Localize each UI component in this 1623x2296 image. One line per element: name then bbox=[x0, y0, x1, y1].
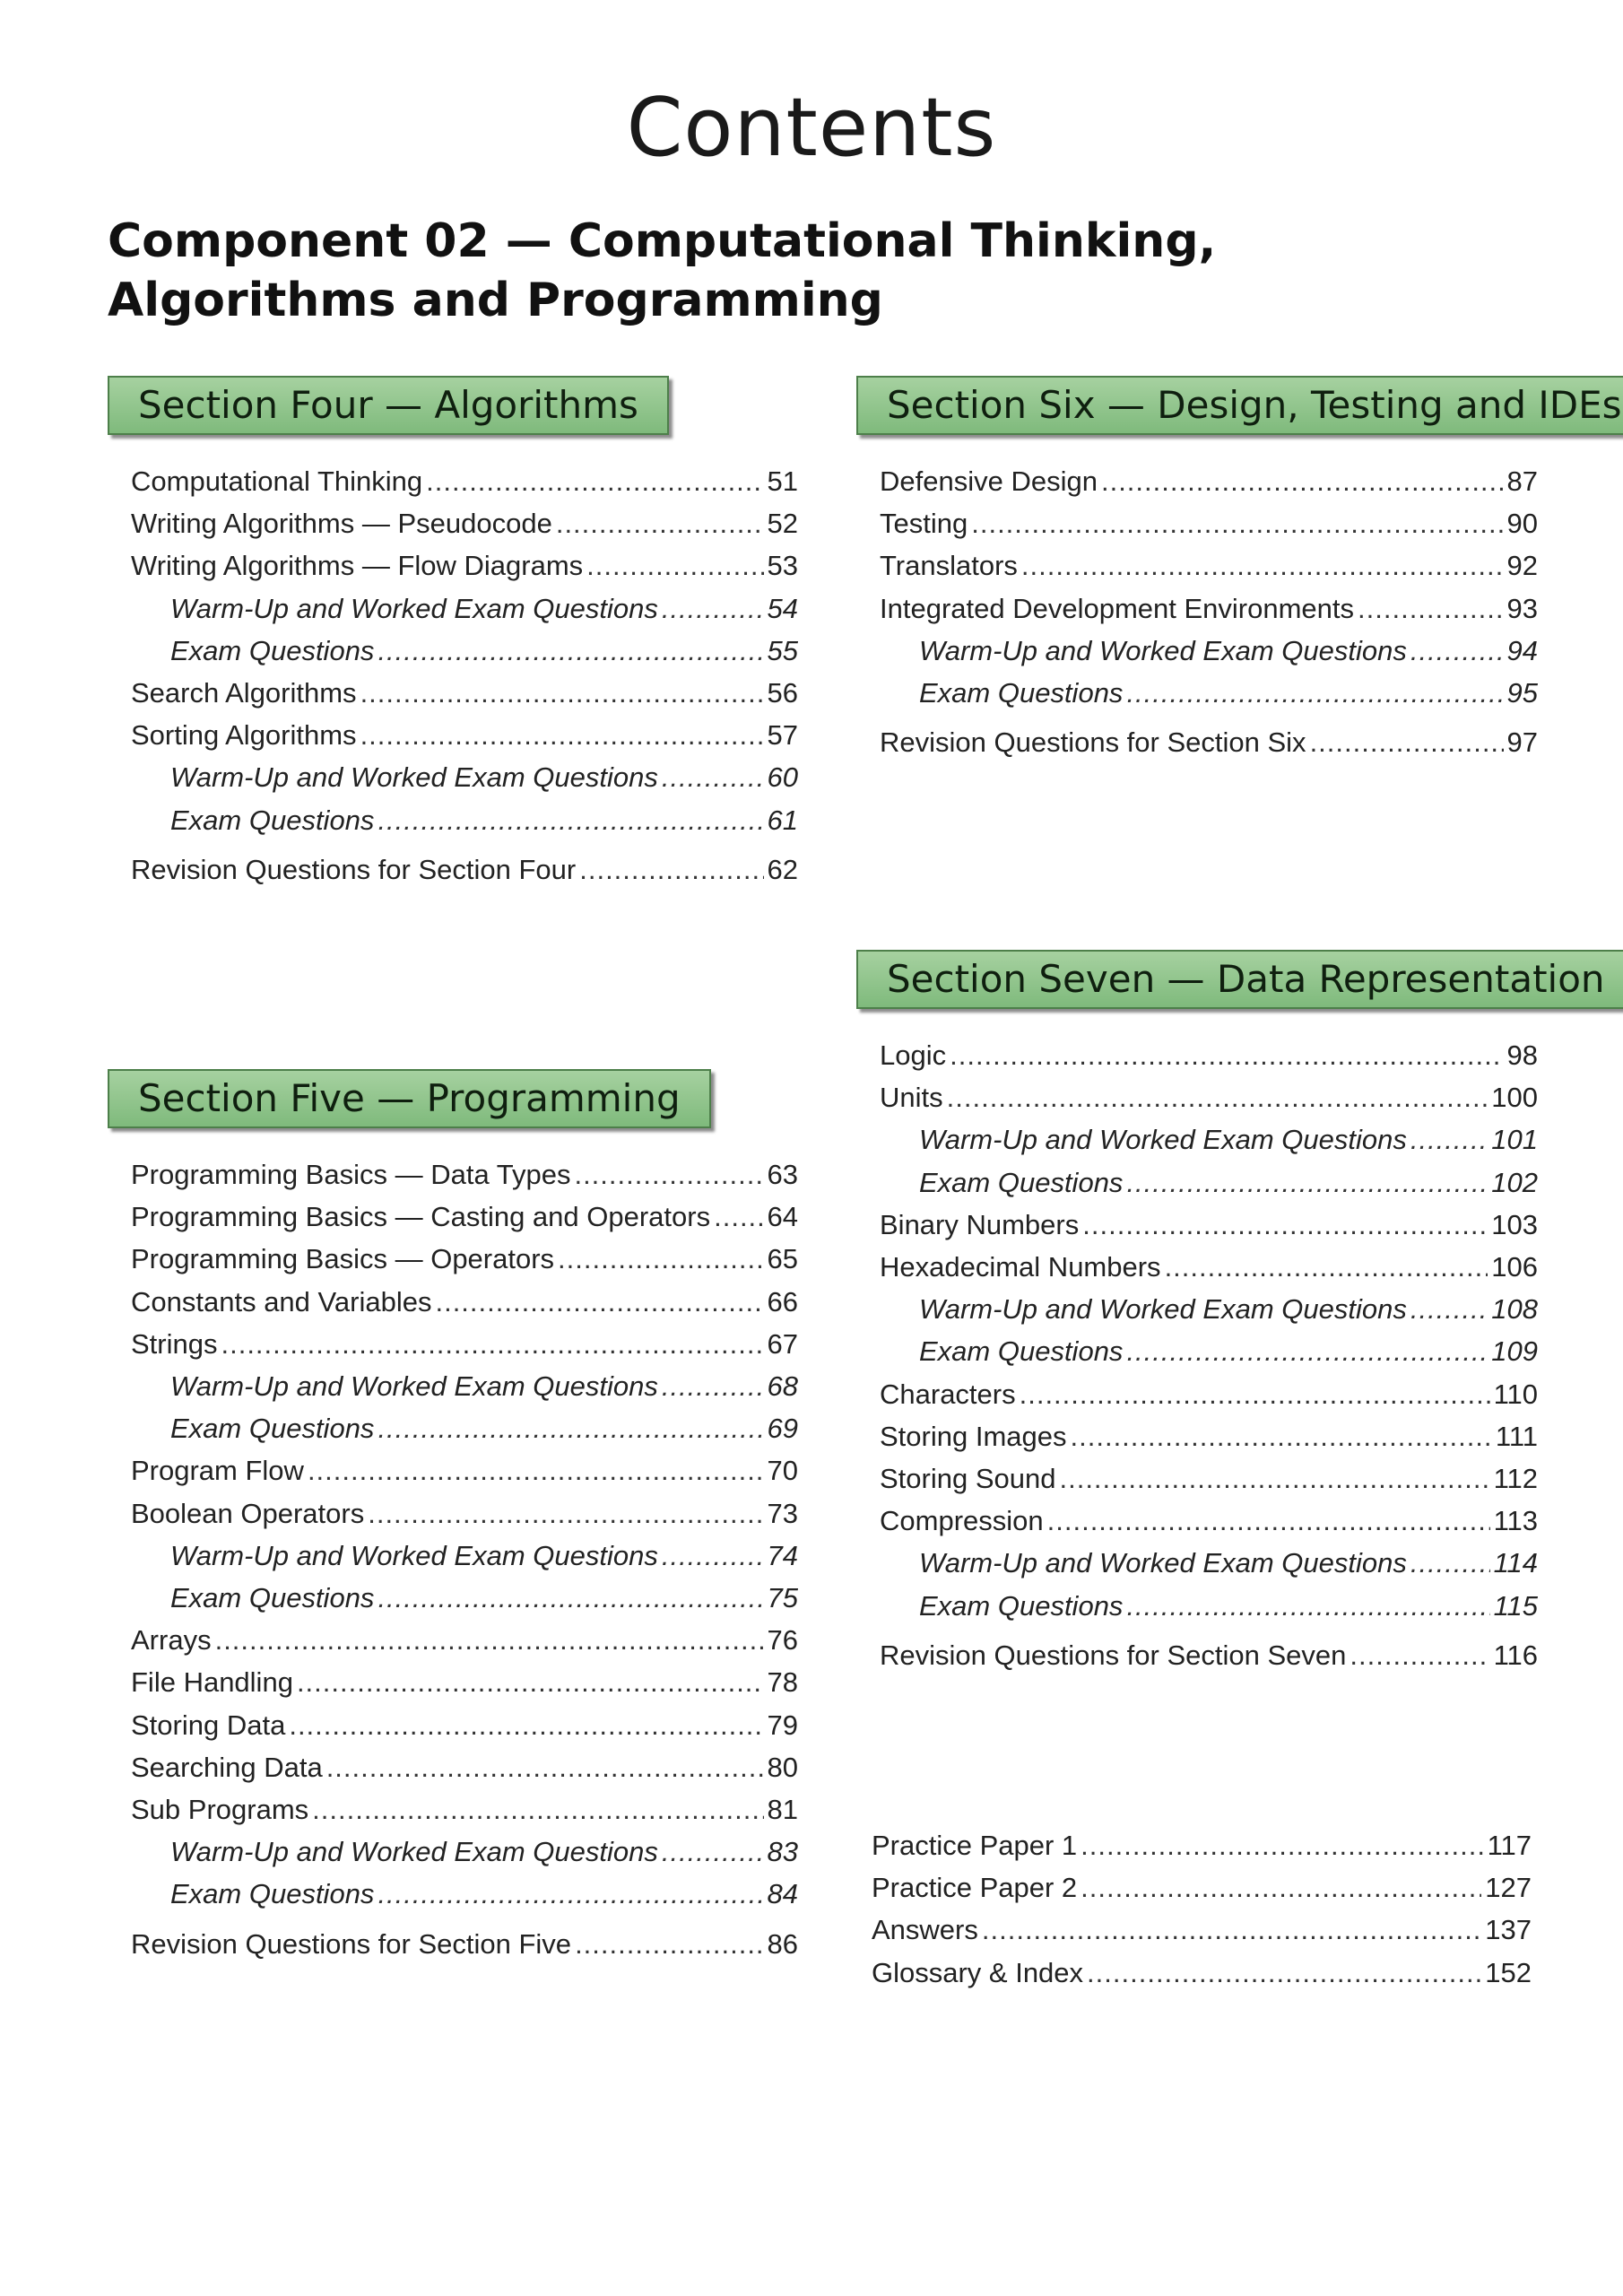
toc-entry-page: 117 bbox=[1487, 1830, 1532, 1861]
toc-entry-page: 110 bbox=[1493, 1378, 1538, 1410]
toc-entry-revision[interactable] bbox=[856, 1634, 1538, 1676]
toc-entry-label: Warm-Up and Worked Exam Questions bbox=[919, 634, 1407, 666]
toc-entry[interactable] bbox=[852, 1824, 1532, 1866]
section-six-header: Section Six — Design, Testing and IDEs bbox=[856, 376, 1623, 435]
toc-entry-page: 84 bbox=[767, 1878, 798, 1910]
toc-entry-label: Glossary & Index bbox=[872, 1956, 1084, 1988]
toc-subentry[interactable] bbox=[108, 587, 798, 630]
toc-entry-page: 98 bbox=[1506, 1039, 1538, 1071]
toc-entry-page: 101 bbox=[1491, 1124, 1538, 1156]
toc-entry-page: 115 bbox=[1493, 1589, 1538, 1622]
toc-entry-label: Practice Paper 1 bbox=[872, 1830, 1078, 1861]
toc-entry-page: 127 bbox=[1485, 1872, 1532, 1904]
toc-subentry[interactable] bbox=[108, 1535, 798, 1577]
toc-entry[interactable] bbox=[856, 1415, 1538, 1457]
toc-entry-label: Units bbox=[880, 1082, 943, 1114]
toc-entry-page: 109 bbox=[1491, 1335, 1538, 1368]
section-seven-entries bbox=[856, 1034, 1538, 1676]
toc-subentry[interactable] bbox=[856, 630, 1538, 672]
toc-entry-page: 114 bbox=[1493, 1547, 1538, 1579]
toc-entry-page: 56 bbox=[767, 677, 798, 709]
toc-entry-label: Exam Questions bbox=[919, 1335, 1124, 1368]
toc-entry-page: 78 bbox=[767, 1666, 798, 1699]
toc-entry[interactable] bbox=[856, 1373, 1538, 1415]
toc-entry-page: 95 bbox=[1506, 677, 1538, 709]
toc-entry-label: Computational Thinking bbox=[131, 465, 423, 497]
toc-entry[interactable] bbox=[108, 1196, 798, 1238]
dot-leader bbox=[556, 502, 764, 544]
toc-entry[interactable] bbox=[856, 460, 1538, 502]
toc-entry[interactable] bbox=[108, 714, 798, 756]
toc-entry-page: 90 bbox=[1506, 508, 1538, 540]
dot-leader bbox=[1059, 1457, 1489, 1500]
toc-entry-page: 112 bbox=[1493, 1463, 1538, 1495]
dot-leader bbox=[575, 1923, 763, 1965]
dot-leader bbox=[714, 1196, 763, 1238]
dot-leader bbox=[378, 799, 763, 841]
dot-leader bbox=[426, 460, 763, 502]
dot-leader bbox=[1165, 1246, 1488, 1288]
toc-entry-page: 137 bbox=[1485, 1914, 1532, 1946]
toc-entry[interactable] bbox=[108, 502, 798, 544]
dot-leader bbox=[297, 1661, 764, 1703]
toc-entry[interactable] bbox=[856, 587, 1538, 630]
section-four-entries bbox=[108, 460, 798, 891]
toc-subentry[interactable] bbox=[108, 1577, 798, 1619]
toc-entry-label: Arrays bbox=[131, 1624, 212, 1657]
toc-entry-label: Exam Questions bbox=[919, 1166, 1124, 1198]
toc-entry-label: Defensive Design bbox=[880, 465, 1098, 497]
dot-leader bbox=[378, 1407, 763, 1449]
dot-leader bbox=[308, 1449, 764, 1492]
toc-entry-label: Storing Data bbox=[131, 1709, 286, 1741]
toc-entry-label: Writing Algorithms — Pseudocode bbox=[131, 508, 552, 540]
toc-entry-label: Warm-Up and Worked Exam Questions bbox=[919, 1124, 1407, 1156]
dot-leader bbox=[1126, 1161, 1488, 1204]
dot-leader bbox=[1126, 672, 1503, 714]
dot-leader bbox=[1126, 1330, 1488, 1372]
toc-entry-label: Sub Programs bbox=[131, 1794, 309, 1826]
toc-entry-revision[interactable] bbox=[856, 721, 1538, 763]
toc-entry-label: Programming Basics — Data Types bbox=[131, 1159, 571, 1190]
section-four bbox=[108, 376, 798, 891]
toc-entry-label: Programming Basics — Casting and Operators bbox=[131, 1201, 711, 1233]
toc-subentry[interactable] bbox=[108, 1873, 798, 1915]
toc-entry-page: 55 bbox=[767, 634, 798, 666]
toc-entry-revision[interactable] bbox=[108, 848, 798, 891]
toc-entry-page: 74 bbox=[767, 1539, 798, 1571]
toc-entry-label: Testing bbox=[880, 508, 968, 540]
section-seven bbox=[856, 950, 1605, 1676]
toc-entry[interactable] bbox=[108, 1153, 798, 1196]
toc-subentry[interactable] bbox=[856, 1585, 1538, 1627]
toc-entry-label: Exam Questions bbox=[170, 1582, 375, 1614]
dot-leader bbox=[1410, 630, 1504, 672]
toc-entry-label: Warm-Up and Worked Exam Questions bbox=[170, 761, 658, 794]
toc-entry-label: Programming Basics — Operators bbox=[131, 1243, 555, 1275]
dot-leader bbox=[360, 714, 764, 756]
dot-leader bbox=[1350, 1634, 1489, 1676]
dot-leader bbox=[360, 672, 764, 714]
dot-leader bbox=[579, 848, 763, 891]
toc-entry-label: Practice Paper 2 bbox=[872, 1872, 1078, 1904]
dot-leader bbox=[1081, 1824, 1483, 1866]
toc-entry-page: 61 bbox=[767, 804, 798, 836]
toc-entry-label: Hexadecimal Numbers bbox=[880, 1251, 1161, 1283]
toc-entry-page: 102 bbox=[1491, 1166, 1538, 1198]
toc-entry-page: 51 bbox=[767, 465, 798, 497]
dot-leader bbox=[662, 1831, 764, 1873]
toc-entry[interactable] bbox=[108, 460, 798, 502]
toc-subentry[interactable] bbox=[856, 1161, 1538, 1204]
toc-entry-label: Answers bbox=[872, 1914, 978, 1946]
toc-entry-label: Storing Images bbox=[880, 1420, 1067, 1452]
toc-entry[interactable] bbox=[108, 1281, 798, 1323]
toc-entry-label: File Handling bbox=[131, 1666, 293, 1699]
dot-leader bbox=[1021, 544, 1504, 587]
toc-entry-label: Exam Questions bbox=[170, 1878, 375, 1910]
toc-entry-page: 94 bbox=[1506, 634, 1538, 666]
toc-entry[interactable] bbox=[108, 1619, 798, 1661]
toc-entry-page: 97 bbox=[1506, 726, 1538, 759]
dot-leader bbox=[947, 1076, 1488, 1118]
toc-entry[interactable] bbox=[108, 544, 798, 587]
toc-entry-page: 73 bbox=[767, 1497, 798, 1529]
toc-entry-page: 66 bbox=[767, 1285, 798, 1318]
toc-entry-page: 70 bbox=[767, 1455, 798, 1487]
toc-entry-page: 69 bbox=[767, 1413, 798, 1445]
toc-entry-label: Exam Questions bbox=[919, 1589, 1124, 1622]
dot-leader bbox=[1071, 1415, 1492, 1457]
toc-entry-label: Searching Data bbox=[131, 1751, 323, 1783]
dot-leader bbox=[312, 1788, 763, 1831]
toc-entry-page: 79 bbox=[767, 1709, 798, 1741]
dot-leader bbox=[378, 630, 763, 672]
toc-subentry[interactable] bbox=[856, 1288, 1538, 1330]
toc-entry[interactable] bbox=[852, 1866, 1532, 1909]
toc-entry-label: Warm-Up and Worked Exam Questions bbox=[170, 1836, 658, 1868]
toc-entry[interactable] bbox=[852, 1909, 1532, 1951]
toc-entry-label: Revision Questions for Section Seven bbox=[880, 1639, 1347, 1671]
toc-entry-label: Translators bbox=[880, 550, 1018, 582]
toc-entry-page: 54 bbox=[767, 592, 798, 624]
toc-entry-page: 76 bbox=[767, 1624, 798, 1657]
toc-entry-page: 87 bbox=[1506, 465, 1538, 497]
toc-entry[interactable] bbox=[108, 1788, 798, 1831]
toc-entry-label: Revision Questions for Section Five bbox=[131, 1927, 572, 1960]
toc-subentry[interactable] bbox=[856, 1118, 1538, 1161]
toc-entry-label: Boolean Operators bbox=[131, 1497, 365, 1529]
toc-entry-page: 63 bbox=[767, 1159, 798, 1190]
toc-entry-page: 93 bbox=[1506, 592, 1538, 624]
dot-leader bbox=[558, 1238, 763, 1280]
section-six-entries bbox=[856, 460, 1538, 763]
section-seven-header: Section Seven — Data Representation bbox=[856, 950, 1623, 1009]
section-five-entries bbox=[108, 1153, 798, 1965]
dot-leader bbox=[378, 1873, 763, 1915]
section-four-header: Section Four — Algorithms bbox=[108, 376, 669, 435]
dot-leader bbox=[1358, 587, 1504, 630]
toc-entry-page: 75 bbox=[767, 1582, 798, 1614]
toc-entry-page: 60 bbox=[767, 761, 798, 794]
toc-entry-page: 53 bbox=[767, 550, 798, 582]
dot-leader bbox=[221, 1323, 763, 1365]
section-six bbox=[856, 376, 1622, 763]
toc-entry[interactable] bbox=[108, 672, 798, 714]
dot-leader bbox=[1020, 1373, 1490, 1415]
toc-entry-label: Search Algorithms bbox=[131, 677, 357, 709]
toc-entry[interactable] bbox=[856, 1246, 1538, 1288]
page-title: Contents bbox=[626, 81, 997, 175]
toc-entry[interactable] bbox=[856, 544, 1538, 587]
toc-entry-label: Warm-Up and Worked Exam Questions bbox=[919, 1547, 1407, 1579]
toc-entry-page: 111 bbox=[1495, 1420, 1538, 1452]
toc-entry[interactable] bbox=[856, 1457, 1538, 1500]
toc-entry-page: 64 bbox=[767, 1201, 798, 1233]
toc-entry-page: 62 bbox=[767, 853, 798, 885]
toc-entry-label: Binary Numbers bbox=[880, 1208, 1080, 1240]
component-title bbox=[108, 212, 1216, 330]
toc-entry-page: 113 bbox=[1493, 1505, 1538, 1537]
toc-entry-page: 65 bbox=[767, 1243, 798, 1275]
dot-leader bbox=[378, 1577, 763, 1619]
toc-entry-page: 152 bbox=[1485, 1956, 1532, 1988]
toc-entry-label: Compression bbox=[880, 1505, 1044, 1537]
toc-entry[interactable] bbox=[108, 1238, 798, 1280]
toc-subentry[interactable] bbox=[108, 1365, 798, 1407]
toc-entry-page: 86 bbox=[767, 1927, 798, 1960]
toc-entry-label: Warm-Up and Worked Exam Questions bbox=[170, 1539, 658, 1571]
dot-leader bbox=[662, 1365, 764, 1407]
toc-entry[interactable] bbox=[856, 1204, 1538, 1246]
toc-entry-label: Exam Questions bbox=[170, 634, 375, 666]
dot-leader bbox=[662, 587, 764, 630]
toc-entry[interactable] bbox=[856, 1500, 1538, 1542]
toc-entry-page: 92 bbox=[1506, 550, 1538, 582]
dot-leader bbox=[1310, 721, 1504, 763]
toc-entry-page: 57 bbox=[767, 719, 798, 752]
toc-entry[interactable] bbox=[108, 1746, 798, 1788]
toc-entry-label: Program Flow bbox=[131, 1455, 304, 1487]
toc-entry[interactable] bbox=[108, 1449, 798, 1492]
toc-entry[interactable] bbox=[852, 1952, 1532, 1994]
toc-entry-page: 68 bbox=[767, 1370, 798, 1403]
toc-entry-page: 108 bbox=[1491, 1293, 1538, 1326]
toc-entry[interactable] bbox=[108, 1704, 798, 1746]
toc-entry-page: 67 bbox=[767, 1327, 798, 1360]
toc-entry-page: 81 bbox=[767, 1794, 798, 1826]
toc-entry-label: Revision Questions for Section Four bbox=[131, 853, 577, 885]
dot-leader bbox=[950, 1034, 1503, 1076]
toc-entry-label: Characters bbox=[880, 1378, 1016, 1410]
dot-leader bbox=[1047, 1500, 1490, 1542]
toc-entry[interactable] bbox=[108, 1323, 798, 1365]
toc-entry-label: Writing Algorithms — Flow Diagrams bbox=[131, 550, 584, 582]
toc-subentry[interactable] bbox=[108, 1831, 798, 1873]
toc-subentry[interactable] bbox=[856, 672, 1538, 714]
dot-leader bbox=[289, 1704, 763, 1746]
toc-entry-page: 80 bbox=[767, 1751, 798, 1783]
section-five-header: Section Five — Programming bbox=[108, 1069, 711, 1128]
toc-entry-label: Logic bbox=[880, 1039, 947, 1071]
toc-subentry[interactable] bbox=[856, 1542, 1538, 1584]
toc-entry-page: 100 bbox=[1491, 1082, 1538, 1114]
dot-leader bbox=[326, 1746, 764, 1788]
component-title-line-2: Algorithms and Programming bbox=[108, 274, 883, 327]
toc-entry-revision[interactable] bbox=[108, 1923, 798, 1965]
toc-entry-label: Warm-Up and Worked Exam Questions bbox=[919, 1293, 1407, 1326]
dot-leader bbox=[1081, 1866, 1481, 1909]
dot-leader bbox=[586, 544, 763, 587]
back-matter-entries bbox=[852, 1824, 1532, 1994]
toc-subentry[interactable] bbox=[856, 1330, 1538, 1372]
toc-entry-label: Sorting Algorithms bbox=[131, 719, 357, 752]
toc-entry-page: 52 bbox=[767, 508, 798, 540]
dot-leader bbox=[1410, 1542, 1490, 1584]
dot-leader bbox=[435, 1281, 763, 1323]
toc-subentry[interactable] bbox=[108, 630, 798, 672]
toc-entry[interactable] bbox=[108, 1661, 798, 1703]
dot-leader bbox=[1082, 1204, 1488, 1246]
toc-entry-label: Storing Sound bbox=[880, 1463, 1056, 1495]
dot-leader bbox=[1087, 1952, 1481, 1994]
toc-entry-page: 116 bbox=[1493, 1639, 1538, 1671]
toc-entry-label: Exam Questions bbox=[170, 804, 375, 836]
dot-leader bbox=[1126, 1585, 1489, 1627]
toc-subentry[interactable] bbox=[108, 799, 798, 841]
toc-entry-label: Constants and Variables bbox=[131, 1285, 432, 1318]
dot-leader bbox=[982, 1909, 1481, 1951]
toc-entry[interactable] bbox=[856, 1076, 1538, 1118]
toc-entry[interactable] bbox=[108, 1492, 798, 1535]
dot-leader bbox=[1410, 1288, 1488, 1330]
toc-entry-label: Integrated Development Environments bbox=[880, 592, 1355, 624]
dot-leader bbox=[1101, 460, 1504, 502]
toc-entry-page: 83 bbox=[767, 1836, 798, 1868]
dot-leader bbox=[368, 1492, 763, 1535]
dot-leader bbox=[971, 502, 1503, 544]
toc-entry-label: Warm-Up and Worked Exam Questions bbox=[170, 1370, 658, 1403]
dot-leader bbox=[1410, 1118, 1488, 1161]
toc-entry-label: Warm-Up and Worked Exam Questions bbox=[170, 592, 658, 624]
toc-entry[interactable] bbox=[856, 502, 1538, 544]
dot-leader bbox=[662, 1535, 764, 1577]
toc-entry[interactable] bbox=[856, 1034, 1538, 1076]
toc-subentry[interactable] bbox=[108, 1407, 798, 1449]
toc-entry-page: 106 bbox=[1491, 1251, 1538, 1283]
toc-entry-label: Revision Questions for Section Six bbox=[880, 726, 1306, 759]
toc-entry-label: Exam Questions bbox=[170, 1413, 375, 1445]
component-title-line-1: Component 02 — Computational Thinking, bbox=[108, 214, 1217, 268]
section-five bbox=[108, 1069, 798, 1965]
toc-subentry[interactable] bbox=[108, 756, 798, 798]
dot-leader bbox=[215, 1619, 764, 1661]
toc-entry-label: Strings bbox=[131, 1327, 218, 1360]
toc-entry-page: 103 bbox=[1491, 1208, 1538, 1240]
dot-leader bbox=[662, 756, 764, 798]
toc-entry-label: Exam Questions bbox=[919, 677, 1124, 709]
dot-leader bbox=[574, 1153, 763, 1196]
